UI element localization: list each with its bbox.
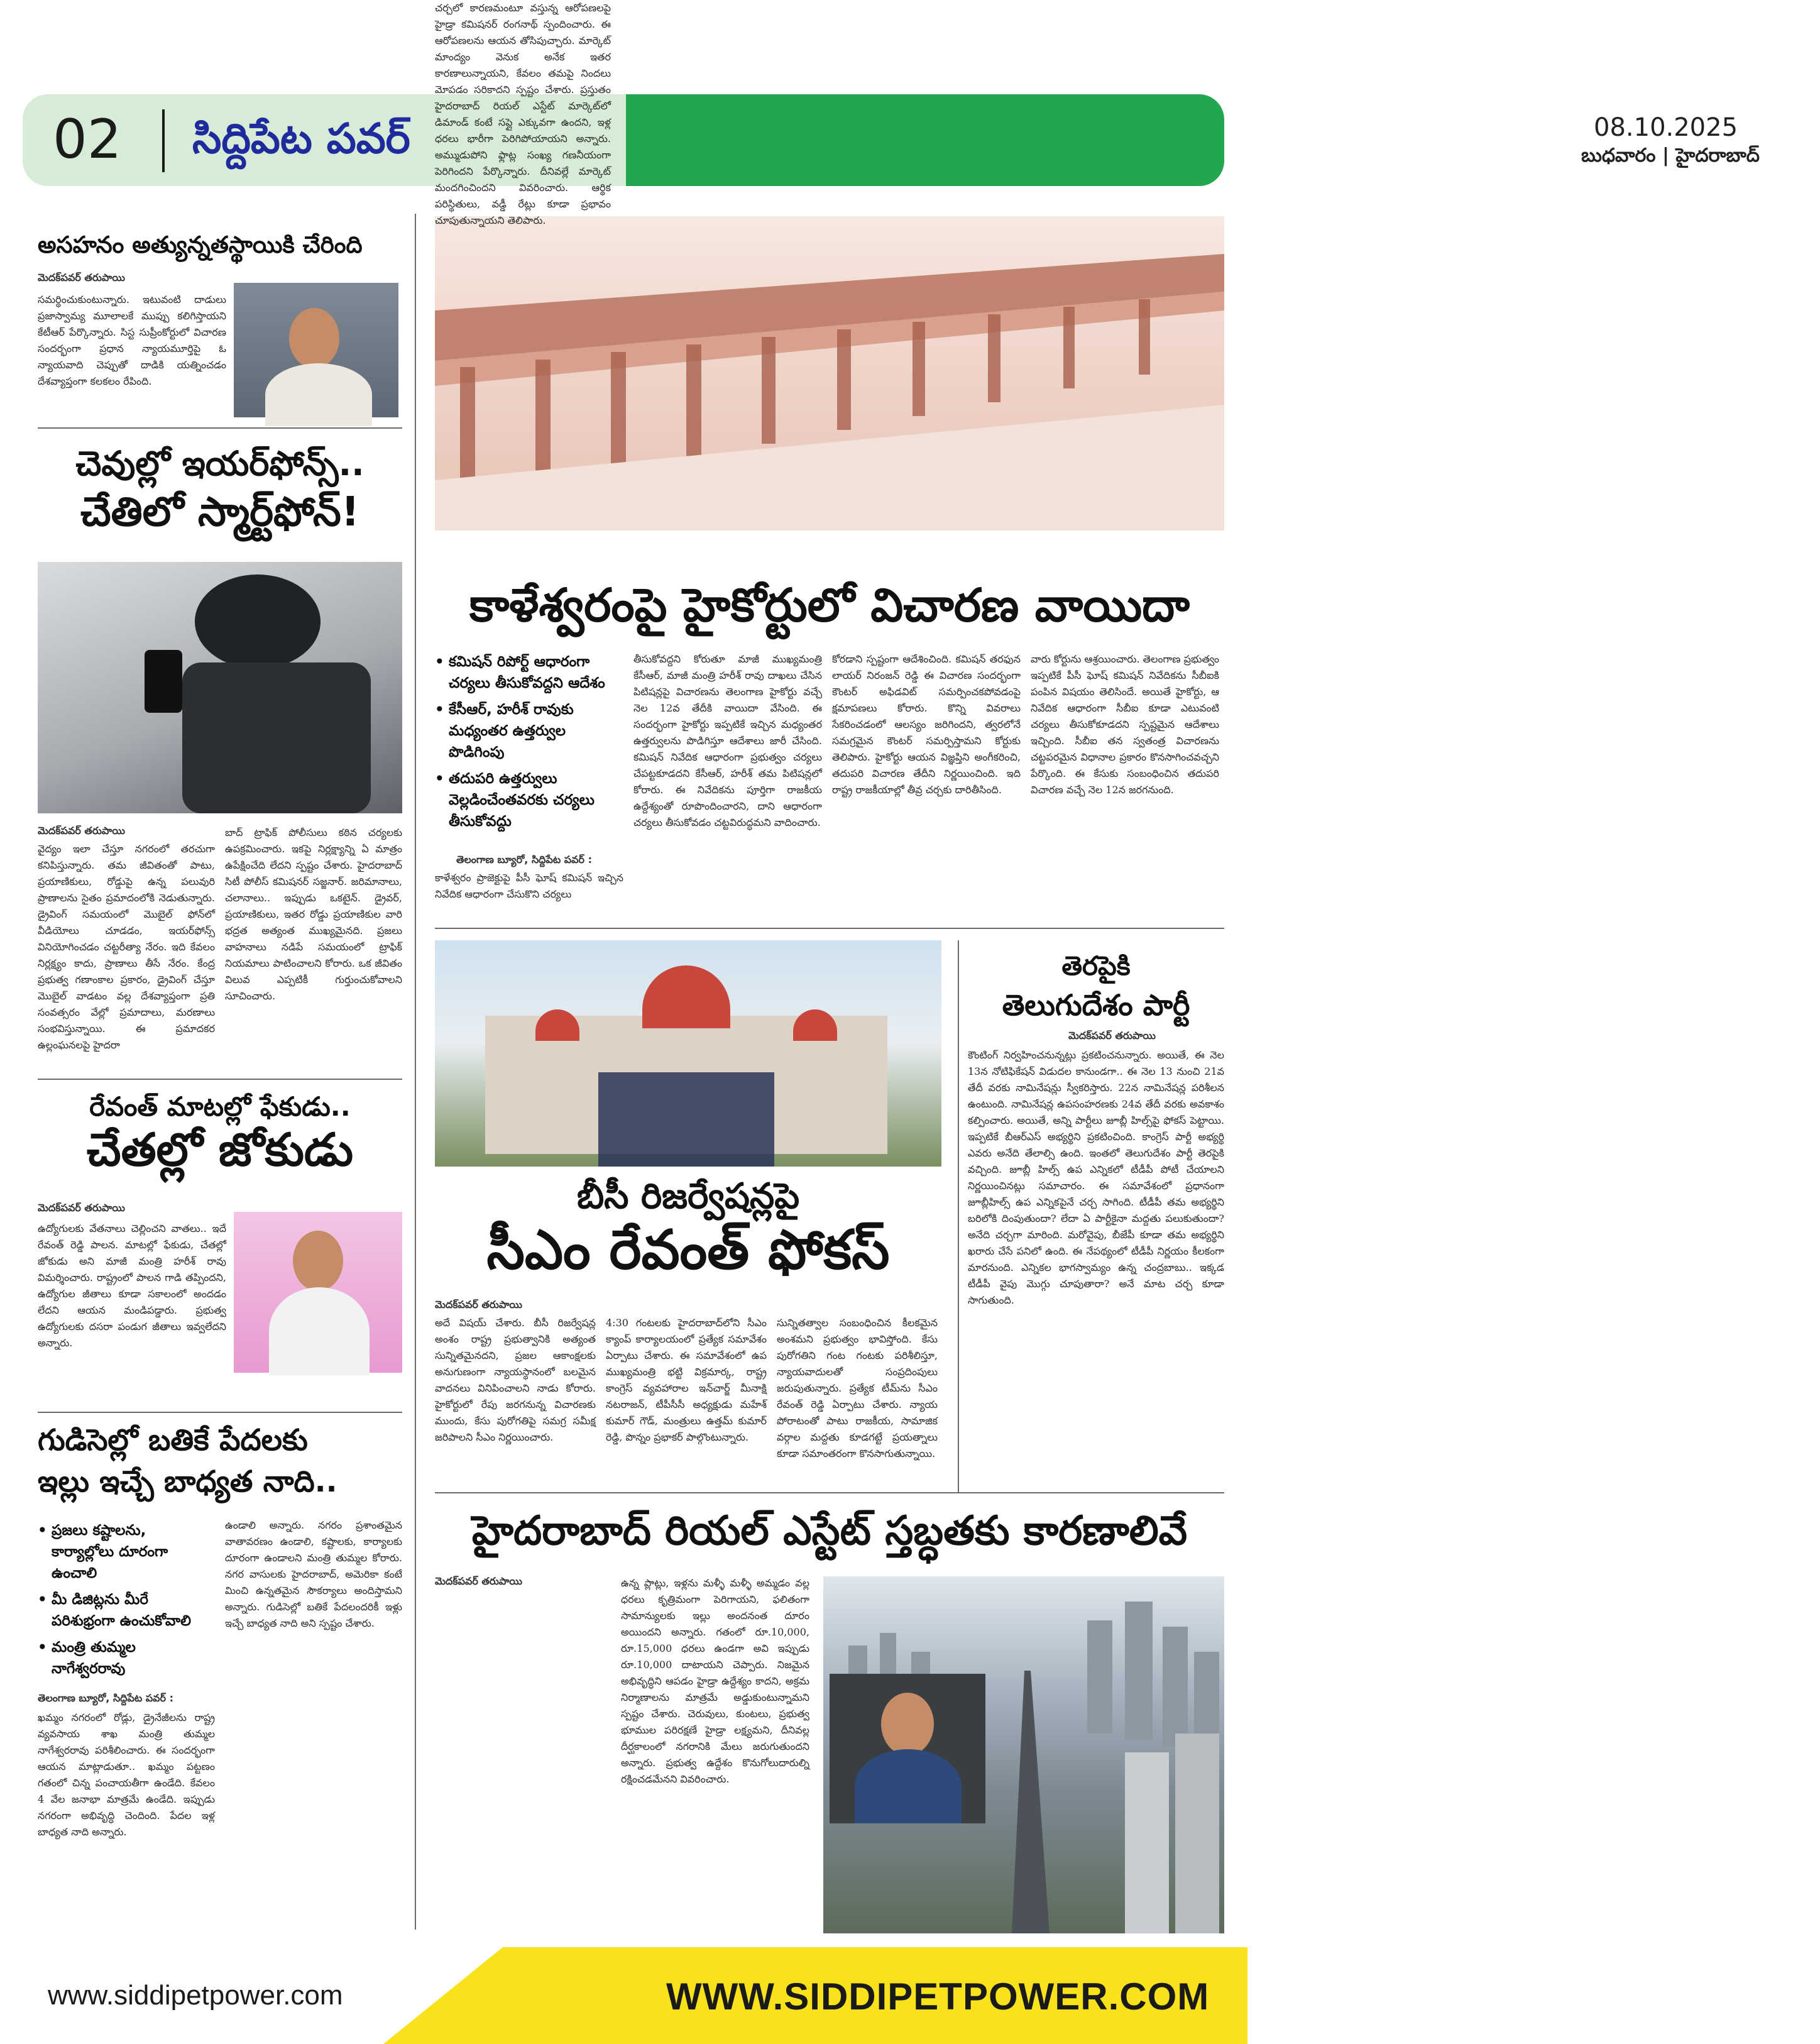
story-dateline: తెలంగాణ బ్యూరో, సిద్దిపేట పవర్ : xyxy=(38,1692,173,1704)
column-separator xyxy=(415,214,416,1930)
issue-date: 08.10.2025 xyxy=(1594,113,1738,142)
realty-byline: మెదక్‌పవర్ తరుపాయి xyxy=(435,1575,522,1587)
story-divider xyxy=(38,1412,402,1413)
rider-body-shape xyxy=(182,662,371,813)
smartphone-rider-photo xyxy=(38,562,402,813)
gate-shape xyxy=(598,1072,774,1167)
kaleshwaram-barrage-photo xyxy=(435,216,1224,530)
story-byline: మెదక్‌పవర్ తరుపాయి xyxy=(38,1202,125,1214)
masthead-right-panel xyxy=(626,94,1760,186)
story-body-col1: ఖమ్మం నగరంలో రోడ్లు, డ్రైనేజీలను రాష్ట్ర వ్యవసాయ శాఖ మంత్రి తుమ్మల నాగేశ్వరరావు పరిశీలించారు. ఈ సందర్భంగా ఆయన మాట్లాడుతూ.. ఖమ్మం పట్టణం గతంలో చిన్న పంచాయతీగా ఉండేది. కేవలం 4 వేల జనాభా మాత్రమే ఉండేది. ఇప్పుడు నగరంగా అభివృద్ధి చెందింది. పేదల ఇళ్ల బాధ్యత నాది అన్నారు. xyxy=(38,1712,215,1838)
dome-shape xyxy=(535,1009,579,1041)
face-shape xyxy=(293,1231,343,1291)
masthead-divider xyxy=(162,109,165,172)
tdp-body: కౌంటింగ్ నిర్వహించనున్నట్లు ప్రకటించనున్నారు. అయితే, ఈ నెల 13న నోటిఫికేషన్ విడుదల కానుండగా.. ఈ నెల 13 నుంచి 21వ తేదీ వరకు నామినేషన్లు స్వీకరిస్తారు. 22న నామినేషన్ల పరిశీలన ఉంటుంది. నామినేషన్ల ఉపసంహరణకు 24వ తేదీ వరకు అవకాశం కల్పించారు. అయితే, అన్ని పార్టీలు జూబ్లీ హిల్స్‌పై ఫోకస్ పెట్టాయి. ఇప్పటికే బీఆర్ఎస్ అభ్యర్థిని ప్రకటించింది. కాంగ్రెస్ పార్టీ అభ్యర్థి ఎవరు అనేది తేలాల్సి ఉంది. ఇంతలో తెలుగుదేశం పార్టీ తెరపైకి వచ్చింది. జూబ్లీ హిల్స్ ఉప ఎన్నికలో టీడీపీ పోటీ చేయాలని నిర్ణయించినట్లు సమాచారం. ఈ సమావేశంలో ప్రధానంగా జూబ్లీహిల్స్ ఉప ఎన్నికపైనే చర్చ సాగింది. టీడీపీ తమ అభ్యర్థిని బరిలోకి దింపుతుందా? లేదా ఏ పార్టీకైనా మద్దతు పలుకుతుందా? అనేది చర్చగా మారింది. మరోవైపు, బీజేపీ కూడా తమ అభ్యర్థిని ఖరారు చేసే పనిలో ఉంది. ఈ నేపథ్యంలో టీడీపీ నిర్ణయం కీలకంగా మారనుంది. ఎన్నికల భాగస్వామ్యం ఉన్న చంద్రబాబు.. ఇక్కడ టీడీపీ వైపు మొగ్గు చూపుతారా? అనే మాట చర్చ కూడా సాగుతుంది. xyxy=(968,1049,1224,1306)
barrage-illustration xyxy=(435,216,1224,530)
shirt-shape xyxy=(855,1749,962,1823)
bullet-item: • కేసీఆర్, హరీశ్ రావుకు మధ్యంతర ఉత్తర్వుల పొడిగింపు xyxy=(435,699,623,763)
shirt-shape xyxy=(269,1287,370,1375)
story-body: ఉద్యోగులకు వేతనాలు చెల్లించని వాతలు.. ఇదే రేవంత్ రెడ్డి పాలన. మాటల్లో ఫేకుడు, చేతల్లో జోకుడు అని మాజీ మంత్రి హరీశ్ రావు విమర్శించారు. రాష్ట్రంలో పాలన గాడి తప్పిందని, ఉద్యోగుల జీతాలు కూడా సకాలంలో అందడం లేదని ఆయన మండిపడ్డారు. ప్రభుత్వ ఉద్యోగులకు దసరా పండుగ జీతాలు ఇవ్వలేదని అన్నారు. xyxy=(38,1223,226,1349)
bullet-item: • ప్రజలు కష్టాలను, కార్యాల్లోలు దూరంగా ఉంచాలి xyxy=(38,1520,207,1584)
story-kcr-intolerance xyxy=(38,231,402,387)
bc-body-col2: 4:30 గంటలకు హైదరాబాద్‌లోని సీఎం క్యాంప్ కార్యాలయంలో ప్రత్యేక సమావేశం ఏర్పాటు చేశారు. ఈ సమావేశంలో ఉప ముఖ్యమంత్రి భట్టి విక్రమార్క, రాష్ట్ర కాంగ్రెస్ వ్యవహారాల ఇన్‌చార్జ్ మీనాక్షి నటరాజన్, టీపీసీసీ అధ్యక్షుడు మహేశ్ కుమార్ గౌడ్, మంత్రులు ఉత్తమ్ కుమార్ రెడ్డి, పొన్నం ప్రభాకర్ పాల్గొంటున్నారు. xyxy=(606,1317,767,1443)
section-divider xyxy=(435,1492,1224,1493)
realty-body-col2: ఉన్న ప్లాట్లు, ఇళ్లను మళ్ళీ మళ్ళీ అమ్మడం వల్ల ధరలు కృత్రిమంగా పెరిగాయని, ఫలితంగా సామాన్యులకు ఇల్లు అందనంత దూరం అయిందని అన్నారు. గతంలో రూ.10,000, రూ.15,000 ధరలు ఉండగా అవి ఇప్పుడు రూ.10,000 దాటాయని చెప్పారు. నిజమైన అభివృద్ధిని ఆపడం హైడ్రా ఉద్దేశ్యం కాదని, అక్రమ నిర్మాణాలను మాత్రమే అడ్డుకుంటున్నామని స్పష్టం చేశారు. చెరువులు, కుంటలు, ప్రభుత్వ భూముల పరిరక్షణే హైడ్రా లక్ష్యమని, దీనివల్ల దీర్ఘకాలంలో నగరానికి మేలు జరుగుతుందని అన్నారు. ప్రభుత్వ ఉద్దేశం కొనుగోలుదారుల్ని రక్షించడమేనని వివరించారు. xyxy=(621,1577,809,1785)
lead-body-col2: కోరడాని స్పష్టంగా ఆదేశించింది. కమిషన్ తరఫున లాయర్ నిరంజన్ రెడ్డి ఈ విచారణ సందర్భంగా కౌంటర్ అఫిడవిట్ సమర్పించకపోవడంపై క్షమాపణలు కోరారు. కొన్ని వివరాలు సేకరించడంలో ఆలస్యం జరిగిందని, త్వరలోనే సమగ్రమైన కౌంటర్ సమర్పిస్తామని కోర్టుకు తెలిపారు. హైకోర్టు ఆయన విజ్ఞప్తిని అంగీకరించి, తదుపరి విచారణ తేదీని నిర్ణయించింది. ఇది రాష్ట్ర రాజకీయాల్లో తీవ్ర చర్చకు దారితీసింది. xyxy=(832,653,1021,796)
bc-byline: మెదక్‌పవర్ తరుపాయి xyxy=(435,1299,522,1310)
bullet-item: • మీ డిజిట్లను మీరే పరిశుభ్రంగా ఉంచుకోవాలి xyxy=(38,1589,207,1632)
phone-shape xyxy=(145,650,182,713)
bc-body-col3: సున్నితత్వాల సంబంధించిన కీలకమైన అంశమని ప్రభుత్వం భావిస్తోంది. కేసు పురోగతిని గంట గంటకు పరిశీలిస్తూ, న్యాయవాదులతో సంప్రదింపులు జరుపుతున్నారు. ప్రత్యేక టీమ్‌ను సీఎం రేవంత్ రెడ్డి ఏర్పాటు చేశారు. న్యాయ పోరాటంతో పాటు రాజకీయ, సామాజిక వర్గాల మద్దతు కూడగట్టే ప్రయత్నాలు కూడా సమాంతరంగా కొనసాగుతున్నాయి. xyxy=(777,1317,938,1459)
story-headline-line2: చేతిలో స్మార్ట్‌ఫోన్! xyxy=(80,488,359,536)
paper-name: సిద్దిపేట పవర్ xyxy=(192,114,410,163)
issue-day-place: బుధవారం | హైదరాబాద్ xyxy=(1581,145,1760,167)
dome-shape xyxy=(793,1009,837,1041)
story-earphones xyxy=(38,444,402,1051)
date-box xyxy=(1556,106,1820,175)
story-headline-line1: గుడిసెల్లో బతికే పేదలకు xyxy=(38,1423,308,1458)
bullet-item: • కమిషన్ రిపోర్ట్ ఆధారంగా చర్యలు తీసుకోవద్దని ఆదేశం xyxy=(435,651,623,694)
realty-headline: హైదరాబాద్ రియల్ ఎస్టేట్ స్తబ్ధతకు కారణాలివే xyxy=(471,1508,1188,1554)
bullet-item: • మంత్రి తుమ్మల నాగేశ్వరరావు xyxy=(38,1637,207,1679)
story-headline-line1: చెవుల్లో ఇయర్‌ఫోన్స్.. xyxy=(75,444,365,483)
commissioner-photo xyxy=(830,1674,985,1823)
column-separator xyxy=(958,940,959,1493)
high-court-photo xyxy=(435,940,941,1167)
bullet-item: • తదుపరి ఉత్తర్వులు వెల్లడించేంతవరకు చర్యలు తీసుకోవద్దు xyxy=(435,768,623,832)
lead-headline: కాళేశ్వరంపై హైకోర్టులో విచారణ వాయిదా xyxy=(469,579,1190,632)
bc-headline-line1: బీసీ రిజర్వేషన్లపై xyxy=(576,1176,800,1217)
ktr-photo xyxy=(234,283,398,417)
story-headline-line2: ఇల్లు ఇచ్చే బాధ్యత నాది.. xyxy=(38,1464,337,1500)
story-byline: మెదక్‌పవర్ తరుపాయి xyxy=(38,272,125,283)
face-shape xyxy=(289,308,339,368)
helmet-shape xyxy=(195,574,321,669)
footer-website-link[interactable]: www.siddipetpower.com xyxy=(48,1980,343,2011)
harish-rao-photo xyxy=(234,1212,402,1373)
story-divider xyxy=(38,427,402,429)
story-bullets xyxy=(38,1520,207,1684)
masthead xyxy=(23,94,1760,186)
footer xyxy=(0,1947,1247,2044)
lead-dateline: తెలంగాణ బ్యూరో, సిద్దిపేట పవర్ : xyxy=(456,854,592,865)
tdp-headline-line1: తెరపైకి xyxy=(1061,950,1131,981)
story-body-col2: బాద్ ట్రాఫిక్ పోలీసులు కఠిన చర్యలకు ఉపక్రమించారు. ఇకపై నిర్లక్ష్యాన్ని ఏ మాత్రం ఉపేక్షించేది లేదని స్పష్టం చేశారు. హైదరాబాద్ సిటీ పోలీస్ కమిషనర్ సజ్జనార్. జరిమానాలు, చలానాలు.. ఇప్పుడు ఒకటైన్. డ్రైవర్, ప్రయాణికులు, ఇతర రోడ్డు ప్రయాణికుల వారి భద్రత అత్యంత ముఖ్యమైనది. ప్రజలు వాహనాలు నడిపే సమయంలో ట్రాఫిక్ నియమాలు పాటించాలని కోరారు. ఒక జీవితం విలువ ఎప్పటికీ గుర్తుంచుకోవాలని సూచించారు. xyxy=(225,827,402,1002)
lead-bullets xyxy=(435,651,623,837)
lead-body-col3: వారు కోర్టును ఆశ్రయించారు. తెలంగాణ ప్రభుత్వం ఇప్పటికే పీసీ ఘోష్ కమిషన్ నివేదికను సీబీఐకి పంపిన విషయం తెలిసిందే. అయితే హైకోర్టు, ఆ నివేదిక ఆధారంగా సీబీఐ కూడా ఎటువంటి చర్యలు తీసుకోకూడదని స్పష్టమైన ఆదేశాలు ఇచ్చింది. సీబీఐ తన స్వతంత్ర విచారణను చట్టపరమైన విధానాల ప్రకారం కొనసాగించవచ్చని పేర్కొంది. ఈ కేసుకు సంబంధించిన తదుపరి విచారణ వచ్చే నెల 12న జరగనుంది. xyxy=(1031,653,1219,796)
face-shape xyxy=(881,1693,934,1756)
story-headline-line2: చేతల్లో జోకుడు xyxy=(86,1123,354,1177)
story-body-col2: ఉండాలి అన్నారు. నగరం ప్రశాంతమైన వాతావరణం ఉండాలి, కష్టాలకు, కార్యాలకు దూరంగా ఉండాలని మంత్రి తుమ్మల కోరారు. నగర వాసులకు హైదరాబాద్, అమెరికా కంటే మించి ఉన్నతమైన సౌకర్యాలు అందిస్తామని అన్నారు. గుడిసెల్లో బతికే పేదలందరికీ ఇళ్లు ఇచ్చే బాధ్యత నాది అని స్పష్టం చేశారు. xyxy=(225,1519,402,1629)
lead-body-intro: కాళేశ్వరం ప్రాజెక్టుపై పీసీ ఘోష్ కమిషన్ ఇచ్చిన నివేదిక ఆధారంగా చేసుకొని చర్యలు xyxy=(435,872,623,900)
tdp-headline-line2: తెలుగుదేశం పార్టీ xyxy=(1002,988,1190,1022)
footer-website-banner[interactable]: WWW.SIDDIPETPOWER.COM xyxy=(666,1975,1210,2018)
lead-body-col1: తీసుకోవద్దని కోరుతూ మాజీ ముఖ్యమంత్రి కేసీఆర్, మాజీ మంత్రి హరీశ్ రావు దాఖలు చేసిన పిటిషన్లపై విచారణను తెలంగాణ హైకోర్టు వచ్చే నెల 12వ తేదీకి వాయిదా వేసింది. ఈ సందర్భంగా హైకోర్టు ఇప్పటికే ఇచ్చిన మధ్యంతర ఉత్తర్వులను పొడిగిస్తూ ఆదేశాలు జారీ చేసింది. కమిషన్ నివేదిక ఆధారంగా ప్రభుత్వం చర్యలు చేపట్టకూడదని కేసీఆర్, హరీశ్ తమ పిటిషన్లలో కోరారు. ఈ నివేదికను పూర్తిగా రాజకీయ ఉద్దేశ్యంతో రూపొందించారని, దాని ఆధారంగా చర్యలు తీసుకోవడం చట్టవిరుద్ధమని వాదించారు. xyxy=(633,653,822,828)
story-housing xyxy=(38,1423,402,1838)
story-byline: మెదక్‌పవర్ తరుపాయి xyxy=(38,825,125,837)
shirt-shape xyxy=(265,363,372,426)
section-divider xyxy=(435,928,1224,929)
story-headline-line1: రేవంత్ మాటల్లో ఫేకుడు.. xyxy=(89,1091,351,1122)
bc-body-col1: అదే విషయ్ చేశారు. బీసీ రిజర్వేషన్ల అంశం రాష్ట్ర ప్రభుత్వానికి అత్యంత సున్నితమైనదని, ప్రజల ఆకాంక్షలకు అనుగుణంగా న్యాయస్థానంలో బలమైన వాదనలు వినిపించాలని నాడు కోరారు. హైకోర్టులో రేపు జరగనున్న విచారణకు ముందు, కేసు పురోగతిపై సమగ్ర సమీక్ష జరిపాలని సీఎం నిర్ణయించారు. xyxy=(435,1317,596,1443)
story-body-col1: వైద్యం ఇలా చేస్తూ నగరంలో తరచుగా కనిపిస్తున్నారు. తమ జీవితంతో పాటు, ప్రయాణికులు, రోడ్డుపై ఉన్న పలువురి ప్రాణాలను సైతం ప్రమాదంలోకి నెడుతున్నారు. డ్రైవింగ్ సమయంలో మొబైల్ ఫోన్‌లో వీడియోలు చూడడం, ఇయర్‌ఫోన్స్ వినియోగించడం చట్టరీత్యా నేరం. ఇది కేవలం నిర్లక్ష్యం కాదు, ప్రాణాలు తీసే నేరం. కేంద్ర ప్రభుత్వ గణాంకాల ప్రకారం, డ్రైవింగ్ చేస్తూ మొబైల్ వాడటం వల్ల దేశవ్యాప్తంగా ప్రతి సంవత్సరం వేల్లో ప్రమాదాలు, మరణాలు సంభవిస్తున్నాయి. ఈ ప్రమాదకర ఉల్లంఘనలపై హైదరా xyxy=(38,843,215,1051)
tdp-byline: మెదక్‌పవర్ తరుపాయి xyxy=(1068,1030,1156,1041)
story-body: సమర్థించుకుంటున్నారు. ఇటువంటి దాడులు ప్రజాస్వామ్య మూలాలకే ముప్పు కలిగిస్తాయని కేటీఆర్ పేర్కొన్నారు. సిస్ట సుప్రీంకోర్టులో విచారణ సందర్భంగా ప్రధాన న్యాయమూర్తిపై ఓ న్యాయవాది చెప్పుతో దాడికి యత్నించడం దేశవ్యాప్తంగా కలకలం రేపింది. xyxy=(38,294,226,387)
story-headline: అసహనం అత్యున్నతస్థాయికి చేరింది xyxy=(38,231,363,258)
realty-body-col1: చర్చలో కారణమంటూ వస్తున్న ఆరోపణలపై హైడ్రా కమిషనర్ రంగనాథ్ స్పందించారు. ఈ ఆరోపణలను ఆయన తోసిపుచ్చారు. మార్కెట్ మాంద్యం వెనుక అనేక ఇతర కారణాలున్నాయని, కేవలం తమపై నిందలు మోపడం సరికాదని స్పష్టం చేశారు. ప్రస్తుతం హైదరాబాద్ రియల్ ఎస్టేట్ మార్కెట్‌లో డిమాండ్ కంటే సప్లై ఎక్కువగా ఉందని, ఇళ్ల ధరలు భారీగా పెరిగిపోయాయని అన్నారు. అమ్ముడుపోని ఫ్లాట్ల సంఖ్య గణనీయంగా పెరిగిందని పేర్కొన్నారు. దీనివల్లే మార్కెట్ మందగించిందని వివరించారు. ఆర్థిక పరిస్థితులు, వడ్డీ రేట్లు కూడా ప్రభావం చూపుతున్నాయని తెలిపారు. xyxy=(435,2,611,226)
hyderabad-skyline-photo xyxy=(823,1576,1224,1933)
page-number: 02 xyxy=(53,108,122,171)
bc-headline-line2: సీఎం రేవంత్ ఫోకస్ xyxy=(486,1219,890,1282)
story-divider xyxy=(38,1079,402,1080)
story-revanth-fake xyxy=(38,1091,402,1349)
dome-shape xyxy=(642,965,730,1028)
